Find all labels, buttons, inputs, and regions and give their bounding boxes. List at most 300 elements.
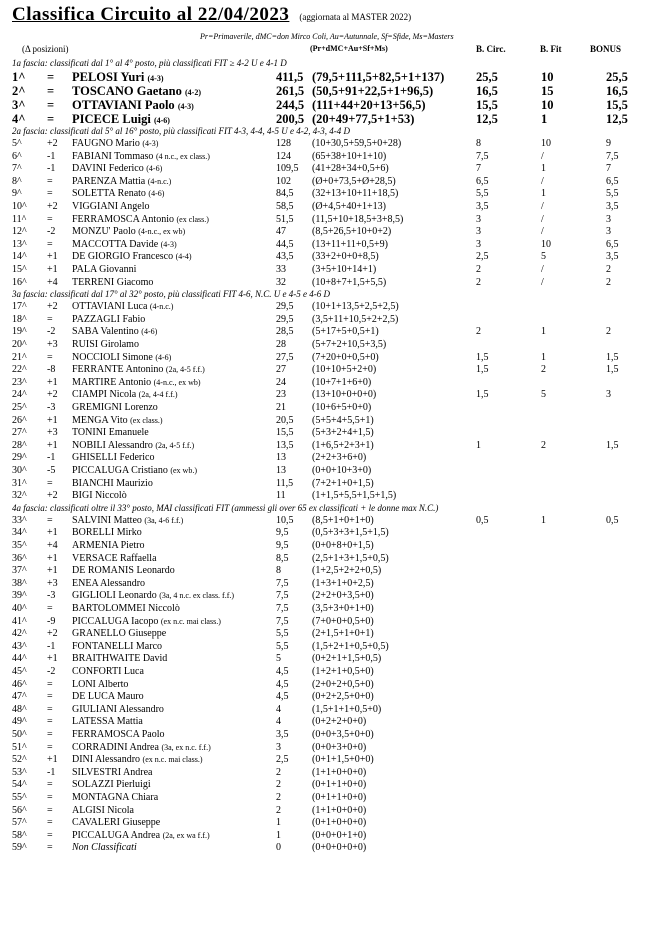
table-row	[0, 364, 648, 376]
player-detail: (4-6)	[153, 116, 170, 125]
rank-cell: 26^	[12, 414, 27, 426]
points-cell: 15,5	[276, 427, 294, 439]
bonus-fit-cell: 10	[541, 238, 551, 250]
points-cell: 29,5	[276, 301, 294, 313]
table-row	[0, 553, 648, 565]
points-cell: 124	[276, 150, 291, 162]
player-name: FABIANI Tommaso	[72, 150, 154, 162]
points-cell: 11	[276, 490, 286, 502]
player-name: GRANELLO Giuseppe	[72, 628, 167, 640]
player-name: RUISI Girolamo	[72, 339, 139, 350]
delta-cell: =	[47, 842, 53, 854]
formula-cell: (1,5+2+1+0,5+0,5)	[312, 640, 389, 652]
formula-cell: (2+0+2+0,5+0)	[312, 678, 374, 690]
player-detail: (4-6)	[141, 327, 158, 337]
points-cell: 4,5	[276, 691, 289, 703]
table-row	[0, 452, 648, 464]
player-name: VERSACE Raffaella	[72, 552, 157, 564]
bonus-circ-cell: 8	[476, 138, 481, 149]
points-cell: 44,5	[276, 238, 294, 250]
formula-cell: (10+10+5+2+0)	[312, 364, 377, 376]
player-name-cell	[72, 817, 160, 829]
player-name-cell	[72, 339, 139, 351]
delta-cell: +1	[47, 264, 58, 275]
legend: Pr=Primaverile, dMC=don Mirco Coli, Au=Autunnale, Sf=Sfide, Ms=Masters	[200, 32, 454, 41]
player-name-cell	[72, 326, 157, 338]
rank-cell: 49^	[12, 716, 27, 728]
delta-cell: =	[47, 603, 53, 614]
player-detail: (4-3)	[142, 139, 159, 148]
player-name-cell	[72, 754, 203, 766]
table-row	[0, 389, 648, 401]
points-cell: 7,5	[276, 615, 289, 627]
formula-cell: (0+1+1,5+0+0)	[312, 754, 374, 766]
player-name-cell	[72, 628, 166, 640]
points-cell: 13	[276, 452, 286, 464]
bonus-circ-cell: 5,5	[476, 188, 489, 200]
rank-cell: 19^	[12, 326, 27, 338]
bonus-fit-cell: 15	[541, 84, 554, 98]
delta-cell: -2	[47, 226, 56, 238]
bonus-fit-cell: 1	[541, 112, 548, 126]
table-row	[0, 427, 648, 439]
player-name: MONTAGNA Chiara	[72, 792, 159, 803]
player-detail: (2a, 4-5 f.f.)	[155, 440, 195, 450]
points-cell: 58,5	[276, 201, 294, 212]
delta-cell: +2	[47, 201, 58, 212]
delta-cell: -3	[47, 402, 56, 413]
delta-cell: +2	[47, 490, 58, 502]
bonus-circ-cell: 15,5	[476, 98, 498, 112]
delta-cell: +1	[47, 653, 58, 665]
player-name: PARENZA Mattia	[72, 175, 146, 187]
points-cell: 28,5	[276, 326, 294, 338]
delta-cell: =	[47, 175, 53, 187]
delta-cell: -3	[47, 590, 56, 602]
bonus-cell: 3	[606, 213, 611, 225]
delta-cell: -2	[47, 666, 56, 677]
bonus-circ-cell: 3,5	[476, 201, 489, 212]
table-row	[0, 402, 648, 414]
formula-cell: (8,5+1+0+1+0)	[312, 514, 374, 526]
player-name-cell	[72, 792, 158, 804]
player-name: PICCALUGA Andrea	[72, 829, 161, 841]
player-name: OTTAVIANI Paolo	[72, 98, 175, 112]
formula-cell: (1+1+0+0+0)	[312, 804, 367, 816]
points-cell: 411,5	[276, 70, 304, 84]
bonus-fit-cell: 10	[541, 70, 554, 84]
player-name: DE ROMANIS Leonardo	[72, 565, 175, 577]
table-row	[0, 515, 648, 527]
player-name: MARTIRE Antonio	[72, 376, 152, 388]
bonus-fit-cell: 2	[541, 439, 546, 451]
delta-cell: =	[47, 792, 53, 803]
player-name-cell	[72, 641, 162, 653]
player-name: TERRENI Giacomo	[72, 276, 154, 288]
formula-cell: (11,5+10+18,5+3+8,5)	[312, 213, 404, 225]
player-name-cell	[72, 515, 183, 527]
points-cell: 27,5	[276, 351, 294, 363]
bonus-cell: 5,5	[606, 188, 619, 200]
bonus-cell: 9	[606, 138, 611, 149]
delta-cell: =	[47, 112, 55, 126]
delta-cell: -5	[47, 465, 56, 476]
table-row	[0, 666, 648, 678]
table-row	[0, 176, 648, 188]
table-row	[0, 767, 648, 779]
formula-cell: (0+1+0+0+0)	[312, 817, 367, 829]
points-cell: 11,5	[276, 477, 294, 489]
table-row	[0, 151, 648, 163]
bonus-circ-cell: 2	[476, 326, 481, 338]
delta-cell: +3	[47, 339, 58, 350]
delta-cell: =	[47, 188, 53, 200]
rank-cell: 56^	[12, 804, 27, 816]
player-name-cell	[72, 653, 167, 665]
player-detail: (2a, 4-5 f.f.)	[165, 365, 205, 375]
points-cell: 244,5	[276, 98, 305, 112]
rank-cell: 35^	[12, 540, 27, 551]
rank-cell: 15^	[12, 264, 27, 275]
rank-cell: 24^	[12, 389, 27, 401]
table-row	[0, 440, 648, 452]
table-row	[0, 590, 648, 602]
player-name: CONFORTI Luca	[72, 666, 144, 677]
bonus-cell: 3,5	[606, 251, 619, 263]
player-name-cell	[72, 729, 165, 741]
bonus-cell: 2	[606, 264, 611, 275]
player-name-cell	[72, 377, 201, 389]
points-cell: 27	[276, 364, 286, 376]
player-name-cell	[72, 830, 210, 842]
bonus-fit-cell: /	[541, 264, 544, 275]
rank-cell: 32^	[12, 490, 27, 502]
bonus-circ-cell: 3	[476, 226, 481, 238]
delta-cell: =	[47, 817, 53, 829]
player-name: NOCCIOLI Simone	[72, 351, 153, 363]
rank-cell: 7^	[12, 163, 22, 175]
rank-cell: 11^	[12, 213, 27, 225]
delta-cell: +4	[47, 276, 58, 288]
formula-cell: (10+30,5+59,5+0+28)	[312, 138, 402, 149]
points-cell: 2	[276, 779, 281, 791]
player-detail: (3a, ex n.c. f.f.)	[161, 742, 211, 752]
rank-cell: 31^	[12, 477, 27, 489]
player-name-cell	[72, 163, 162, 175]
formula-cell: (0+0+10+3+0)	[312, 465, 372, 476]
formula-header: (Pr+dMC+Au+Sf+Ms)	[310, 44, 388, 53]
table-row	[0, 239, 648, 251]
points-cell: 4,5	[276, 678, 289, 690]
table-row	[0, 729, 648, 741]
formula-cell: (10+6+5+0+0)	[312, 402, 372, 413]
table-row	[0, 415, 648, 427]
points-cell: 33	[276, 264, 286, 275]
rank-cell: 41^	[12, 615, 27, 627]
points-cell: 84,5	[276, 188, 294, 200]
page-title-row	[12, 4, 411, 26]
section-title: 1a fascia: classificati dal 1° al 4° posto, più classificati FIT ≥ 4-2 U e 4-1 D	[12, 58, 287, 68]
player-detail: (ex n.c. mai class.)	[142, 755, 203, 765]
rank-cell: 17^	[12, 301, 27, 313]
bonus-cell: 2	[606, 276, 611, 288]
delta-cell: +1	[47, 527, 58, 539]
rank-cell: 34^	[12, 527, 27, 539]
table-row	[0, 264, 648, 276]
section-title: 2a fascia: classificati dal 5° al 16° posto, più classificati FIT 4-3, 4-4, 4-5 U e 4-2, 4-3, 4-4 D	[12, 126, 351, 136]
table-row	[0, 742, 648, 754]
bonus-fit-header: B. Fit	[540, 44, 562, 54]
player-name-cell	[72, 277, 153, 289]
player-name: PICCALUGA Cristiano	[72, 465, 168, 476]
formula-cell: (3+5+10+14+1)	[312, 264, 377, 275]
player-detail: (4-n.c.)	[147, 176, 172, 186]
table-row	[0, 112, 648, 126]
points-cell: 24	[276, 376, 286, 388]
rank-cell: 43^	[12, 640, 27, 652]
player-name: SOLETTA Renato	[72, 188, 146, 200]
player-name-cell	[72, 188, 164, 200]
player-name: PICCALUGA Iacopo	[72, 615, 159, 627]
formula-cell: (3,5+11+10,5+2+2,5)	[312, 313, 399, 325]
bonus-circ-cell: 25,5	[476, 70, 498, 84]
table-row	[0, 691, 648, 703]
delta-cell: +2	[47, 389, 58, 401]
rank-cell: 2^	[12, 84, 26, 98]
formula-cell: (1+2+1+0,5+0)	[312, 666, 374, 677]
formula-cell: (5+17+5+0,5+1)	[312, 326, 379, 338]
player-name: ALGISI Nicola	[72, 804, 134, 816]
formula-cell: (0+2+2,5+0+0)	[312, 691, 374, 703]
delta-cell: +3	[47, 577, 58, 589]
formula-cell: (7+20+0+0,5+0)	[312, 351, 379, 363]
player-name: BORELLI Mirko	[72, 527, 142, 539]
player-detail: (4-n.c., ex wb)	[153, 377, 201, 387]
table-row	[0, 352, 648, 364]
formula-cell: (3,5+3+0+1+0)	[312, 603, 374, 614]
table-row	[0, 603, 648, 615]
player-detail: (ex wb.)	[170, 466, 197, 475]
rank-cell: 12^	[12, 226, 27, 238]
formula-cell: (8,5+26,5+10+0+2)	[312, 226, 392, 238]
table-row	[0, 716, 648, 728]
player-name-cell	[72, 540, 145, 552]
delta-cell: =	[47, 514, 53, 526]
bonus-circ-cell: 2,5	[476, 251, 489, 263]
player-name: CAVALERI Giuseppe	[72, 817, 161, 829]
player-name-cell	[72, 490, 127, 502]
player-name-cell	[72, 716, 143, 728]
formula-cell: (5+5+4+5,5+1)	[312, 414, 374, 426]
player-detail: (4-n.c.)	[149, 302, 174, 312]
player-name-cell	[72, 565, 175, 577]
formula-cell: (0+1+1+0+0)	[312, 779, 367, 791]
rank-cell: 13^	[12, 238, 27, 250]
player-name: GREMIGNI Lorenzo	[72, 402, 158, 413]
bonus-fit-cell: /	[541, 213, 544, 225]
table-row	[0, 465, 648, 477]
bonus-fit-cell: 1	[541, 514, 546, 526]
bonus-cell: 7,5	[606, 150, 619, 162]
bonus-fit-cell: 1	[541, 163, 546, 175]
player-name-cell	[72, 264, 136, 276]
table-row	[0, 314, 648, 326]
bonus-cell: 1,5	[606, 439, 619, 451]
player-name-cell	[72, 239, 177, 251]
bonus-circ-cell: 0,5	[476, 514, 489, 526]
player-name: TONINI Emanuele	[72, 427, 149, 439]
bonus-circ-cell: 12,5	[476, 112, 498, 126]
player-name: BRAITHWAITE David	[72, 653, 168, 665]
points-cell: 5	[276, 653, 281, 665]
table-row	[0, 214, 648, 226]
delta-cell: -1	[47, 150, 56, 162]
delta-cell: +1	[47, 552, 58, 564]
player-detail: (4-6)	[148, 189, 165, 199]
points-cell: 102	[276, 175, 291, 187]
formula-cell: (1+1,5+5,5+1,5+1,5)	[312, 490, 397, 502]
rank-cell: 52^	[12, 754, 27, 766]
player-name-cell	[72, 767, 152, 779]
delta-cell: =	[47, 238, 53, 250]
player-name: DAVINI Federico	[72, 163, 144, 175]
points-cell: 47	[276, 226, 286, 238]
delta-cell: =	[47, 703, 53, 715]
formula-cell: (5+7+2+10,5+3,5)	[312, 339, 387, 350]
points-cell: 1	[276, 817, 281, 829]
formula-cell: (0+0+3+0+0)	[312, 741, 367, 753]
table-row	[0, 641, 648, 653]
rank-cell: 55^	[12, 792, 27, 803]
player-name: MENGA Vito	[72, 414, 128, 426]
rank-cell: 28^	[12, 439, 27, 451]
player-detail: (ex class.)	[176, 214, 209, 224]
delta-cell: -9	[47, 615, 56, 627]
rank-cell: 3^	[12, 98, 26, 112]
table-row	[0, 70, 648, 84]
points-cell: 128	[276, 138, 291, 149]
points-cell: 28	[276, 339, 286, 350]
rank-cell: 22^	[12, 364, 27, 376]
player-name-cell	[72, 679, 128, 691]
player-name: FAUGNO Mario	[72, 138, 140, 149]
player-name: MACCOTTA Davide	[72, 238, 159, 250]
player-detail: (4-3)	[147, 74, 164, 83]
table-row	[0, 326, 648, 338]
table-row	[0, 163, 648, 175]
positions-header: (Δ posizioni)	[22, 44, 69, 54]
points-cell: 5,5	[276, 640, 289, 652]
player-name-cell	[72, 779, 151, 791]
player-name: NOBILI Alessandro	[72, 439, 153, 451]
formula-cell: (79,5+111,5+82,5+1+137)	[312, 70, 445, 84]
delta-cell: =	[47, 313, 53, 325]
table-row	[0, 565, 648, 577]
delta-cell: =	[47, 691, 53, 703]
player-name-cell	[72, 603, 180, 615]
player-detail: (4-6)	[155, 352, 172, 362]
page-title: Classifica Circuito al 22/04/2023	[12, 4, 290, 25]
bonus-cell: 6,5	[606, 175, 619, 187]
player-detail: (4-n.c., ex wb)	[138, 227, 186, 237]
update-note: (aggiornata al MASTER 2022)	[299, 12, 412, 22]
rank-cell: 57^	[12, 817, 27, 829]
player-name-cell	[72, 251, 192, 263]
points-cell: 29,5	[276, 313, 294, 325]
formula-cell: (Ø+0+73,5+Ø+28,5)	[312, 175, 396, 187]
player-name: ARMENIA Pietro	[72, 540, 145, 551]
points-cell: 3,5	[276, 729, 289, 740]
points-cell: 4	[276, 703, 281, 715]
delta-cell: +1	[47, 565, 58, 577]
player-name-cell	[72, 616, 221, 628]
player-name: GHISELLI Federico	[72, 452, 155, 464]
formula-cell: (32+13+10+11+18,5)	[312, 188, 399, 200]
formula-cell: (41+28+34+0,5+6)	[312, 163, 389, 175]
table-row	[0, 339, 648, 351]
points-cell: 109,5	[276, 163, 299, 175]
bonus-circ-cell: 1,5	[476, 364, 489, 376]
table-row	[0, 817, 648, 829]
player-name: LATESSA Mattia	[72, 716, 143, 728]
points-cell: 8,5	[276, 552, 289, 564]
points-cell: 3	[276, 741, 281, 753]
player-name-cell	[72, 138, 158, 150]
player-name: OTTAVIANI Luca	[72, 301, 148, 313]
player-name-cell	[72, 452, 154, 464]
bonus-circ-cell: 1	[476, 439, 481, 451]
player-detail: (4-4)	[175, 252, 192, 262]
player-name: BARTOLOMMEI Niccolò	[72, 603, 180, 614]
rank-cell: 48^	[12, 703, 27, 715]
section-title: 4a fascia: classificati oltre il 33° posto, MAI classificati FIT (ammessi gli over 65 ex classificati + le donne max N.C.)	[12, 502, 439, 513]
bonus-header: BONUS	[590, 44, 622, 54]
rank-cell: 37^	[12, 565, 27, 577]
bonus-circ-cell: 7,5	[476, 150, 489, 162]
delta-cell: -1	[47, 163, 56, 175]
formula-cell: (1,5+1+1+0,5+0)	[312, 703, 382, 715]
player-detail: (ex class.)	[130, 415, 163, 425]
delta-cell: =	[47, 477, 53, 489]
formula-cell: (13+11+11+0,5+9)	[312, 238, 388, 250]
points-cell: 200,5	[276, 112, 305, 126]
player-name-cell	[72, 427, 149, 439]
bonus-fit-cell: 1	[541, 351, 546, 363]
points-cell: 13	[276, 465, 286, 476]
player-name: CIAMPI Nicola	[72, 389, 137, 401]
player-name: PAZZAGLI Fabio	[72, 313, 146, 325]
points-cell: 0	[276, 842, 281, 854]
player-name: GIULIANI Alessandro	[72, 703, 164, 715]
delta-cell: =	[47, 779, 53, 791]
player-name-cell	[72, 742, 211, 754]
table-row	[0, 842, 648, 854]
rank-cell: 23^	[12, 376, 27, 388]
delta-cell: =	[47, 741, 53, 753]
player-name: FERRAMOSCA Paolo	[72, 729, 165, 740]
delta-cell: =	[47, 70, 55, 84]
points-cell: 51,5	[276, 213, 294, 225]
rank-cell: 50^	[12, 729, 27, 740]
formula-cell: (7+0+0+0,5+0)	[312, 615, 374, 627]
player-name: DE GIORGIO Francesco	[72, 251, 174, 263]
bonus-fit-cell: 5	[541, 389, 546, 401]
bonus-cell: 2	[606, 326, 611, 338]
rank-cell: 14^	[12, 251, 27, 263]
player-detail: (3a, 4 n.c. ex class. f.f.)	[159, 591, 235, 601]
player-name-cell	[72, 301, 173, 313]
player-detail: (4-2)	[184, 88, 201, 97]
